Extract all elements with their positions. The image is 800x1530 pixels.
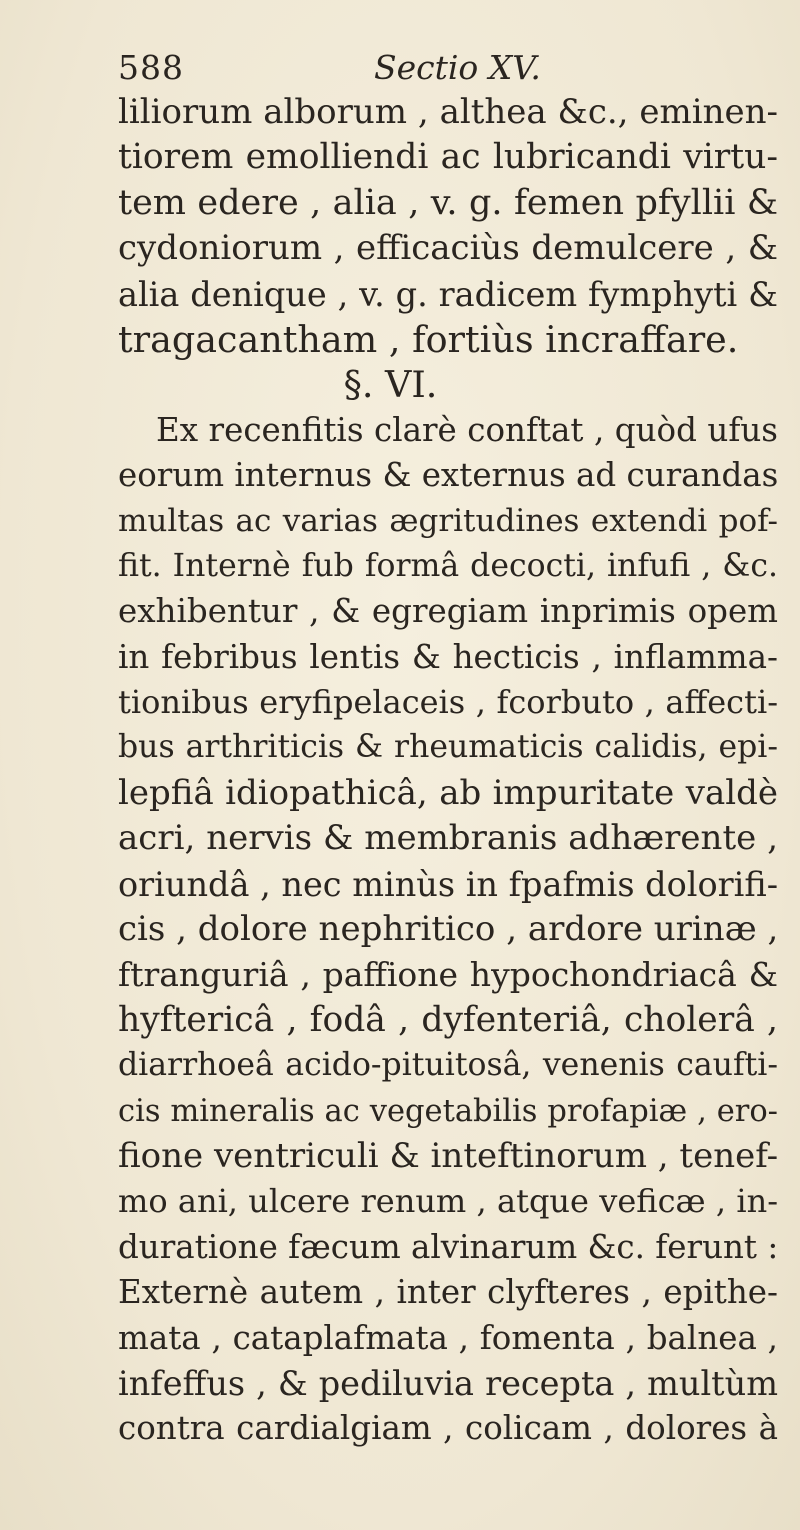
body-text [118,90,778,1452]
text-line: liliorum alborum , althea &c., eminen- [118,92,778,132]
text-line: multas ac varias ægritudines extendi pof- [118,502,778,539]
text-line: exhibentur , & egregiam inprimis opem [118,592,778,631]
text-line: tem edere , alia , v. g. femen pfyllii & [118,182,778,223]
text-line: cis mineralis ac vegetabilis profapiæ , ero- [118,1093,778,1129]
text-line: mata , cataplafmata , fomenta , balnea , [118,1318,778,1357]
section-heading: §. VI. [343,363,438,407]
text-line: diarrhoeâ acido-pituitosâ, venenis caufti- [118,1047,778,1084]
text-line: cis , dolore nephritico , ardore urinæ , [118,909,779,950]
text-line: alia denique , v. g. radicem fymphyti & [118,274,778,314]
text-line: hyftericâ , fodâ , dyfenteriâ, cholerâ , [118,999,778,1040]
page-number: 588 [118,48,184,87]
running-head: Sectio XV. [374,48,541,87]
page-header [118,46,678,90]
text-line: oriundâ , nec minùs in fpafmis dolorifi- [118,864,779,904]
text-line: fione ventriculi & inteftinorum , tenef- [118,1135,779,1176]
text-line: duratione fæcum alvinarum &c. ferunt : [118,1227,779,1266]
text-line: Externè autem , inter clyfteres , epithe- [118,1273,778,1312]
text-line: lepfiâ idiopathicâ, ab impuritate valdè [118,772,778,813]
text-line: eorum internus & externus ad curandas [118,456,779,495]
text-line: cydoniorum , efficaciùs demulcere , & [118,228,778,269]
text-line: mo ani, ulcere renum , atque veficæ , in- [118,1182,778,1221]
text-line: contra cardialgiam , colicam , dolores à [118,1409,778,1448]
text-line: tragacantham , fortiùs incraffare. [118,317,739,361]
text-line: tiorem emolliendi ac lubricandi virtu- [118,137,778,178]
text-line: fit. Internè fub formâ decocti, infufi , &c. [118,547,778,584]
text-line: acri, nervis & membranis adhærente , [118,818,778,859]
text-line: bus arthriticis & rheumaticis calidis, epi- [118,729,778,766]
text-line: in febribus lentis & hecticis , inflamma- [118,637,778,676]
text-line: tionibus eryfipelaceis , fcorbuto , affecti- [118,683,778,722]
text-line: infeffus , & pediluvia recepta , multùm [118,1363,778,1403]
text-line: Ex recenfitis clarè conftat , quòd ufus [156,410,778,449]
text-line: ftranguriâ , paffione hypochondriacâ & [118,955,778,995]
